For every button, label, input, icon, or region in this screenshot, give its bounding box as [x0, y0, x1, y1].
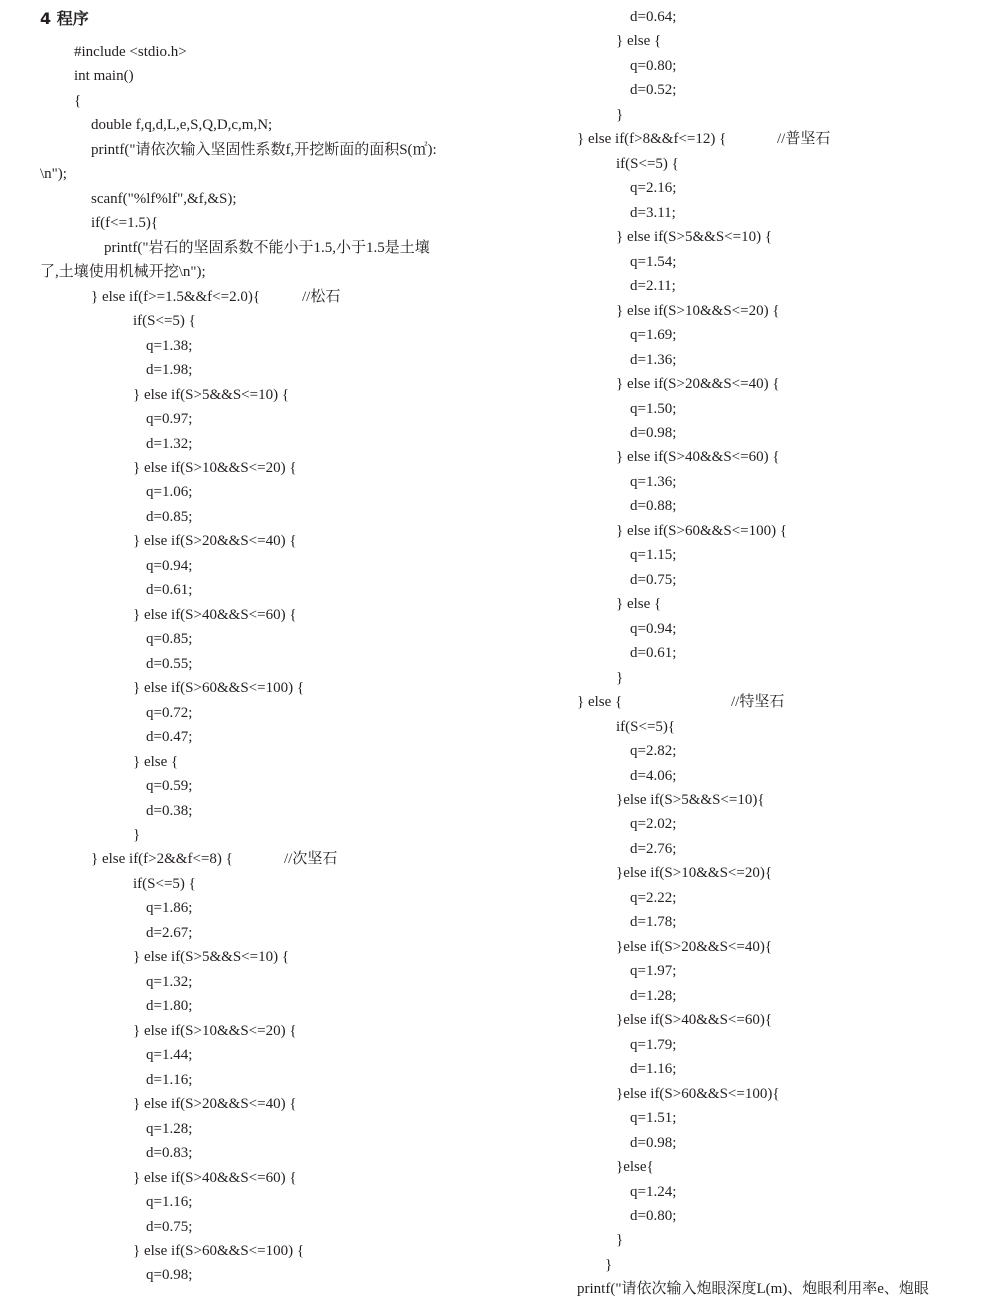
code-line: [577, 470, 987, 494]
code-text: }: [133, 827, 141, 843]
code-text: q=0.85;: [146, 631, 193, 648]
code-text: d=0.55;: [146, 655, 193, 672]
code-line: [577, 225, 987, 249]
code-line: [40, 750, 500, 774]
code-line: [40, 285, 500, 309]
code-line: [577, 715, 987, 739]
code-line: [40, 1190, 500, 1214]
code-text: } else {: [616, 33, 662, 50]
code-line: [577, 274, 987, 298]
code-text: d=1.98;: [146, 362, 193, 379]
code-text: } else if(S>40&&S<=60) {: [616, 449, 780, 466]
code-text: } else if(S>40&&S<=60) {: [133, 606, 297, 623]
code-line: [40, 113, 500, 137]
code-line: [40, 896, 500, 920]
code-text: }else if(S>60&&S<=100){: [616, 1085, 780, 1102]
code-text: q=1.36;: [630, 473, 677, 490]
code-text: }: [616, 106, 624, 123]
code-text: }else if(S>5&&S<=10){: [616, 792, 765, 808]
code-line: [40, 138, 500, 162]
code-text: } else if(S>20&&S<=40) {: [133, 1096, 297, 1113]
code-line: [577, 764, 987, 788]
code-text: q=1.28;: [146, 1120, 193, 1137]
code-text: q=2.02;: [630, 816, 677, 833]
code-text: q=1.32;: [146, 973, 193, 990]
code-line: [577, 397, 987, 421]
code-line: [40, 358, 500, 382]
code-line: [577, 617, 987, 641]
code-text: d=0.88;: [630, 498, 677, 515]
code-line: [577, 1228, 987, 1252]
code-text: d=0.61;: [146, 582, 193, 599]
code-line: [577, 1033, 987, 1057]
code-line: [577, 861, 987, 885]
code-line: [577, 5, 987, 29]
code-text: if(S<=5){: [616, 718, 676, 735]
code-text: d=2.76;: [630, 840, 677, 857]
code-line: [40, 1166, 500, 1190]
code-text: q=1.44;: [146, 1047, 193, 1064]
code-text: \n");: [40, 166, 67, 183]
code-text: q=0.97;: [146, 411, 193, 428]
code-text: } else if(S>60&&S<=100) {: [133, 1242, 305, 1259]
code-text: q=0.94;: [146, 557, 193, 574]
code-text: q=0.80;: [630, 57, 677, 74]
code-text: d=0.52;: [630, 82, 677, 99]
code-text: d=0.83;: [146, 1145, 193, 1162]
code-text: q=0.59;: [146, 778, 193, 795]
code-text: } else {: [577, 694, 623, 711]
code-text: } else if(S>40&&S<=60) {: [133, 1169, 297, 1186]
code-text: double f,q,d,L,e,S,Q,D,c,m,N;: [91, 117, 273, 134]
code-text: d=3.11;: [630, 204, 676, 221]
code-column-right: [577, 5, 987, 1302]
code-comment: //次坚石: [284, 851, 338, 868]
code-text: if(S<=5) {: [616, 155, 679, 172]
code-line: [577, 201, 987, 225]
code-text: d=0.61;: [630, 645, 677, 662]
code-text: }else if(S>10&&S<=20){: [616, 865, 773, 882]
code-line: [577, 568, 987, 592]
code-text: printf("请依次输入坚固性系数f,开挖断面的面积S(㎡):: [91, 141, 437, 158]
code-text: d=2.67;: [146, 924, 193, 941]
code-line: [40, 456, 500, 480]
code-line: [40, 725, 500, 749]
code-line: [40, 334, 500, 358]
code-line: [577, 1253, 987, 1277]
code-text: d=0.80;: [630, 1207, 677, 1224]
code-line: [577, 984, 987, 1008]
code-line: [577, 739, 987, 763]
code-text: } else if(S>10&&S<=20) {: [616, 302, 780, 319]
code-line: [40, 162, 500, 186]
code-line: [40, 309, 500, 333]
code-comment: //松石: [302, 288, 341, 305]
code-line: [577, 812, 987, 836]
code-text: q=2.22;: [630, 889, 677, 906]
code-text: d=0.38;: [146, 802, 193, 819]
code-text: q=2.16;: [630, 180, 677, 197]
code-line: [577, 1057, 987, 1081]
code-line: [40, 823, 500, 847]
code-line: [577, 78, 987, 102]
code-line: [577, 176, 987, 200]
code-line: [40, 945, 500, 969]
code-line: [40, 187, 500, 211]
code-line: [40, 1215, 500, 1239]
code-line: [40, 383, 500, 407]
code-text: }else if(S>20&&S<=40){: [616, 938, 773, 955]
code-line: [40, 627, 500, 651]
code-line: [40, 774, 500, 798]
code-line: [40, 994, 500, 1018]
code-text: q=1.15;: [630, 547, 677, 564]
code-text: q=1.51;: [630, 1110, 677, 1127]
code-text: q=1.16;: [146, 1194, 193, 1211]
code-line: [577, 1180, 987, 1204]
code-text: d=0.98;: [630, 424, 677, 441]
code-comment: //普坚石: [777, 131, 831, 148]
code-line: [40, 652, 500, 676]
code-text: } else if(S>20&&S<=40) {: [616, 376, 780, 393]
code-line: [577, 299, 987, 323]
code-text: q=1.38;: [146, 337, 193, 354]
code-line: [577, 1082, 987, 1106]
code-text: } else if(S>10&&S<=20) {: [133, 1022, 297, 1039]
code-line: [40, 1141, 500, 1165]
code-line: [577, 788, 987, 812]
code-text: d=0.98;: [630, 1134, 677, 1151]
code-line: [577, 910, 987, 934]
code-line: [40, 211, 500, 235]
section-heading: 4 程序: [40, 9, 89, 28]
code-text: q=0.72;: [146, 704, 193, 721]
code-text: } else if(S>5&&S<=10) {: [133, 386, 290, 403]
code-line: [40, 970, 500, 994]
code-line: [577, 348, 987, 372]
code-line: [40, 799, 500, 823]
code-text: } else if(f>2&&f<=8) {: [91, 851, 233, 868]
code-text: #include <stdio.h>: [74, 44, 187, 60]
code-line: [577, 592, 987, 616]
code-line: [40, 847, 500, 871]
code-text: printf("岩石的坚固系数不能小于1.5,小于1.5是土壤: [104, 239, 430, 256]
code-line: [577, 323, 987, 347]
code-line: [40, 872, 500, 896]
code-text: } else if(S>60&&S<=100) {: [133, 680, 305, 697]
code-column-left: [40, 40, 500, 1288]
code-text: d=0.64;: [630, 9, 677, 25]
code-text: }else if(S>40&&S<=60){: [616, 1012, 773, 1029]
code-line: [577, 421, 987, 445]
code-line: [40, 676, 500, 700]
code-text: d=2.11;: [630, 278, 676, 295]
code-line: [40, 40, 500, 64]
code-text: q=0.98;: [146, 1267, 193, 1284]
code-text: d=0.85;: [146, 508, 193, 525]
code-line: [40, 89, 500, 113]
code-line: [40, 554, 500, 578]
code-line: [40, 407, 500, 431]
code-line: [577, 543, 987, 567]
code-line: [577, 250, 987, 274]
code-text: } else if(f>=1.5&&f<=2.0){: [91, 288, 261, 305]
code-text: printf("请依次输入炮眼深度L(m)、炮眼利用率e、炮眼: [577, 1281, 929, 1298]
code-line: [40, 1092, 500, 1116]
code-line: [40, 578, 500, 602]
code-text: q=1.86;: [146, 900, 193, 917]
code-text: 了,土壤使用机械开挖\n");: [40, 264, 206, 281]
code-line: [577, 666, 987, 690]
code-text: } else {: [133, 753, 179, 770]
code-line: [577, 1155, 987, 1179]
code-text: q=1.97;: [630, 963, 677, 980]
code-line: [577, 152, 987, 176]
code-text: d=0.75;: [630, 571, 677, 588]
code-line: [577, 1106, 987, 1130]
code-text: } else if(S>5&&S<=10) {: [616, 229, 773, 246]
code-text: } else if(S>60&&S<=100) {: [616, 522, 788, 539]
code-text: d=0.47;: [146, 729, 193, 746]
code-line: [577, 690, 987, 714]
code-line: [577, 29, 987, 53]
code-line: [577, 959, 987, 983]
code-line: [40, 505, 500, 529]
code-line: [40, 1043, 500, 1067]
code-line: [577, 641, 987, 665]
code-line: [577, 886, 987, 910]
code-text: }: [616, 669, 624, 686]
code-line: [577, 54, 987, 78]
code-line: [40, 236, 500, 260]
code-line: [577, 1131, 987, 1155]
code-text: q=2.82;: [630, 743, 677, 760]
code-text: if(f<=1.5){: [91, 215, 159, 232]
code-line: [40, 64, 500, 88]
code-line: [577, 837, 987, 861]
code-line: [577, 494, 987, 518]
code-text: d=1.36;: [630, 351, 677, 368]
code-text: d=1.78;: [630, 914, 677, 931]
code-text: q=1.50;: [630, 400, 677, 417]
code-line: [577, 1204, 987, 1228]
code-line: [577, 1277, 987, 1301]
code-line: [577, 1008, 987, 1032]
code-text: } else {: [616, 596, 662, 613]
code-text: d=0.75;: [146, 1218, 193, 1235]
code-text: } else if(S>5&&S<=10) {: [133, 949, 290, 966]
code-text: }: [616, 1232, 624, 1249]
code-text: d=1.80;: [146, 998, 193, 1015]
code-line: [40, 1019, 500, 1043]
code-text: q=1.79;: [630, 1036, 677, 1053]
code-text: if(S<=5) {: [133, 313, 196, 330]
code-text: q=1.06;: [146, 484, 193, 501]
code-line: [577, 935, 987, 959]
code-line: [577, 519, 987, 543]
code-text: } else if(f>8&&f<=12) {: [577, 131, 727, 148]
code-line: [40, 1117, 500, 1141]
code-line: [40, 701, 500, 725]
code-text: q=1.69;: [630, 327, 677, 344]
code-line: [577, 445, 987, 469]
code-line: [40, 1239, 500, 1263]
code-text: q=1.24;: [630, 1183, 677, 1200]
code-text: }else{: [616, 1159, 654, 1176]
code-line: [577, 103, 987, 127]
code-line: [40, 921, 500, 945]
code-line: [577, 372, 987, 396]
code-text: d=4.06;: [630, 767, 677, 784]
code-line: [40, 432, 500, 456]
code-text: if(S<=5) {: [133, 875, 196, 892]
code-text: int main(): [74, 68, 134, 85]
code-line: [40, 529, 500, 553]
code-text: }: [605, 1256, 613, 1273]
code-line: [40, 480, 500, 504]
code-text: d=1.16;: [630, 1061, 677, 1078]
code-line: [40, 1263, 500, 1287]
code-text: q=0.94;: [630, 620, 677, 637]
code-text: {: [74, 92, 82, 109]
code-text: d=1.16;: [146, 1071, 193, 1088]
code-text: q=1.54;: [630, 253, 677, 270]
code-text: scanf("%lf%lf",&f,&S);: [91, 190, 237, 207]
code-text: } else if(S>20&&S<=40) {: [133, 533, 297, 550]
code-text: d=1.32;: [146, 435, 193, 452]
code-text: } else if(S>10&&S<=20) {: [133, 459, 297, 476]
code-line: [40, 1068, 500, 1092]
code-text: d=1.28;: [630, 987, 677, 1004]
code-line: [577, 127, 987, 151]
code-comment: //特坚石: [731, 694, 785, 711]
code-line: [40, 260, 500, 284]
code-line: [40, 603, 500, 627]
